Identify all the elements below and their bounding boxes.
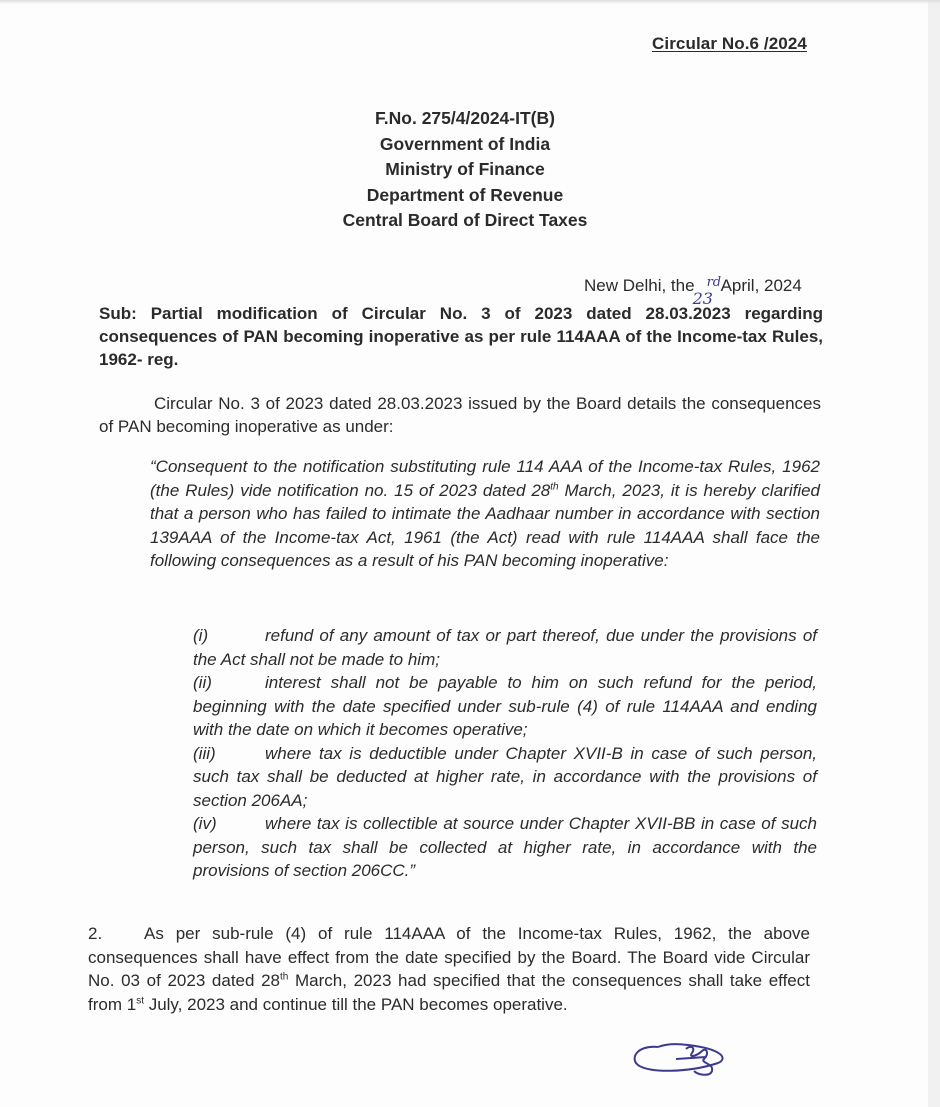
signature-icon [628, 1033, 738, 1083]
circular-number: Circular No.6 /2024 [652, 34, 807, 53]
list-item [193, 624, 817, 671]
item-number: (i) [193, 626, 209, 645]
list-item [193, 742, 817, 813]
quoted-text [150, 455, 820, 573]
letterhead [300, 106, 630, 234]
item-number: (iv) [193, 814, 217, 833]
handwritten-suffix: rd [706, 275, 722, 290]
list-item [193, 812, 817, 883]
item-number: (iii) [193, 743, 216, 763]
file-number: F.No. 275/4/2024-IT(B) [375, 108, 555, 128]
consequences-list [193, 624, 817, 883]
quote-part-a: “Consequent to the notification substituting rule 114 AAA of the Income-tax Rules, 1962 (the Rules) vide notification no. 15 of 2023 dated 28 [150, 457, 820, 500]
quote-part-b: March, 2023, it is hereby clarified that a person who has failed to intimate the Aadhaar number in accordance with section 139AAA of the Income-tax Act, 1961 (the Act) read with rule 114AAA shall face the following consequences as a result of his PAN becoming inoperative: [150, 480, 821, 570]
quote-superscript: th [550, 480, 559, 492]
paragraph-2 [88, 922, 810, 1016]
para2-part-c: July, 2023 and continue till the PAN becomes operative. [143, 994, 568, 1014]
dateline [584, 275, 802, 308]
item-text: interest shall not be payable to him on such refund for the period, beginning with the date specified under sub-rule (4) of rule 114AAA and ending with the date on which it becomes operative; [193, 673, 817, 739]
para2-part-a: As per sub-rule (4) of rule 114AAA of the Income-tax Rules, 1962, the above consequences shall have effect from the date specified by the Board. The Board vide Circular No. 03 of 2023 dated 28 [88, 924, 810, 990]
handwritten-day: 23 [692, 289, 713, 308]
top-shadow [0, 0, 940, 4]
item-text: where tax is collectible at source under Chapter XVII-BB in case of such person, such tax shall be collected at higher rate, in accordance with the provisions of section 206CC.” [193, 814, 817, 880]
paragraph-1: Circular No. 3 of 2023 dated 28.03.2023 issued by the Board details the consequences of PAN becoming inoperative as under: [99, 394, 821, 436]
item-text: refund of any amount of tax or part thereof, due under the provisions of the Act shall not be made to him; [193, 626, 817, 669]
para2-sup-b: st [136, 994, 144, 1006]
government-name: Government of India [379, 133, 551, 154]
department-name: Department of Revenue [366, 184, 564, 205]
dateline-place: New Delhi, the [584, 276, 695, 295]
subject-line: Sub: Partial modification of Circular No. 3 of 2023 dated 28.03.2023 regarding consequences of PAN becoming inoperative as per rule 114AAA of the Income-tax Rules, 1962- reg. [99, 304, 823, 369]
list-item [193, 671, 817, 742]
para2-sup-a: th [280, 971, 289, 983]
dateline-month-year: April, 2024 [720, 276, 802, 295]
ministry-name: Ministry of Finance [385, 159, 545, 179]
board-name: Central Board of Direct Taxes [342, 210, 588, 230]
item-number: (ii) [193, 673, 212, 692]
paragraph-number: 2. [88, 924, 103, 943]
item-text: where tax is deductible under Chapter XVII-B in case of such person, such tax shall be deducted at higher rate, in accordance with the provisions of section 206AA; [193, 743, 817, 810]
para2-part-b: March, 2023 had specified that the consequences shall take effect from 1 [88, 971, 810, 1014]
